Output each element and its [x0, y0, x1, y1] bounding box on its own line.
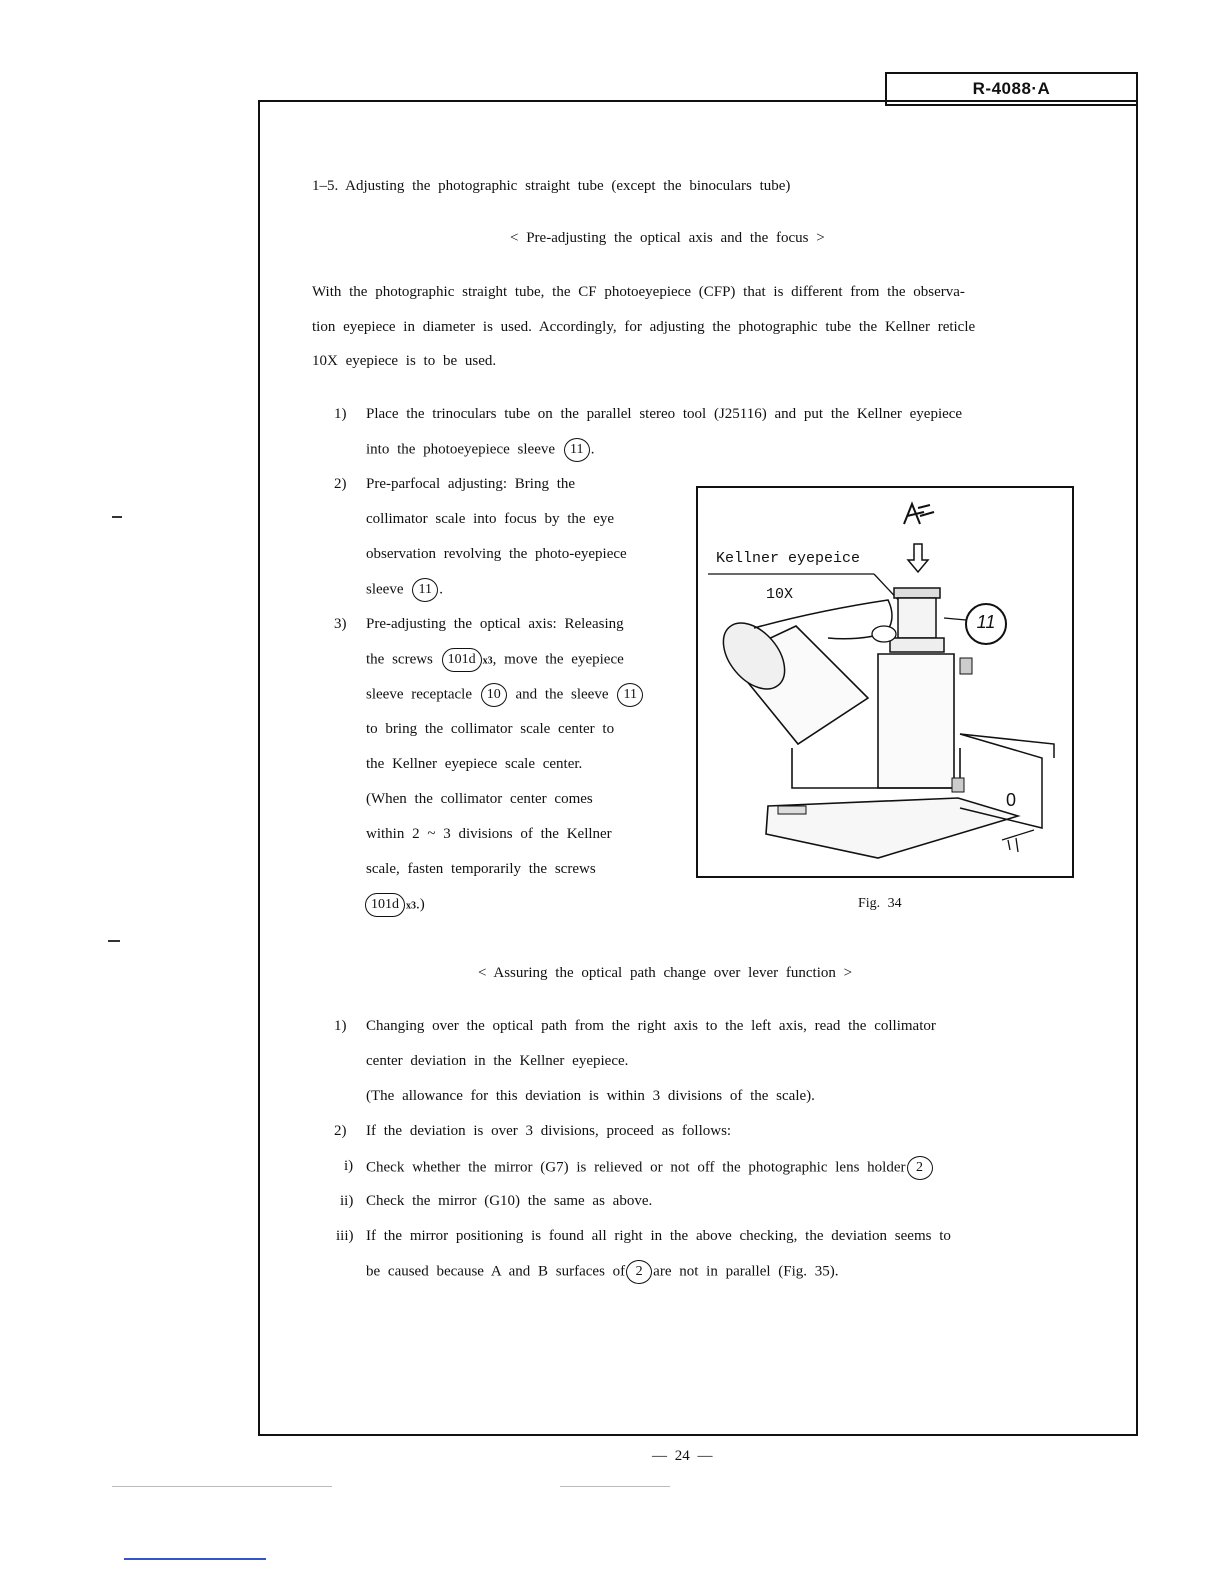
step-3-line-9: [364, 893, 425, 917]
step-3-move-text: , move the eyepiece: [492, 651, 624, 668]
sub-step-i-text: Check whether the mirror (G7) is relieved or not off the photographic lens holder: [366, 1159, 906, 1176]
step-2-number: 2): [334, 476, 347, 492]
step-1-number: 1): [334, 406, 347, 422]
step-3-line-8: scale, fasten temporarily the screws: [366, 861, 596, 877]
step-2-line-2: collimator scale into focus by the eye: [366, 511, 615, 527]
multiplier-x3: x3: [482, 655, 493, 667]
sub-step-i-line: [366, 1156, 934, 1180]
intro-line-1: With the photographic straight tube, the CF photoeyepiece (CFP) that is different from the observa-: [312, 284, 965, 300]
step-3-sleeve-text: and the sleeve: [515, 686, 609, 703]
intro-line-3: 10X eyepiece is to be used.: [312, 353, 497, 369]
ref-callout-10: 10: [481, 683, 507, 707]
step-1-line-2: [366, 438, 595, 462]
figure-34: [696, 486, 1074, 878]
scan-mark: [108, 940, 120, 942]
scan-blue-line: [124, 1558, 266, 1560]
ref-callout-11: 11: [617, 683, 643, 707]
section-title: 1–5. Adjusting the photographic straight tube (except the binoculars tube): [312, 178, 791, 194]
step-3-line-7: within 2 ~ 3 divisions of the Kellner: [366, 826, 612, 842]
figure-label-kellner: Kellner eyepeice: [716, 550, 861, 567]
sub-step-iii-tail: are not in parallel (Fig. 35).: [653, 1263, 839, 1280]
figure-label-zero: 0: [1006, 790, 1017, 810]
step-3-screws-text: the screws: [366, 651, 433, 668]
sub-step-iii-line-1: If the mirror positioning is found all right in the above checking, the deviation seems to: [366, 1228, 951, 1244]
sub-step-iii-line-2: [366, 1260, 839, 1284]
step-1-text: into the photoeyepiece sleeve: [366, 441, 556, 458]
sub-step-i-number: i): [344, 1158, 354, 1174]
step-3-line-1: Pre-adjusting the optical axis: Releasing: [366, 616, 624, 632]
step-2-line-1: Pre-parfocal adjusting: Bring the: [366, 476, 576, 492]
lever-step-1-line-1: Changing over the optical path from the right axis to the left axis, read the collimator: [366, 1018, 936, 1034]
step-3-line-3: [366, 683, 644, 707]
step-2-line-4: [366, 578, 443, 602]
step-3-last-tail: .): [416, 896, 425, 913]
microscope-illustration: [698, 488, 1072, 876]
figure-callout-11: 11: [976, 612, 996, 632]
step-3-receptacle-text: sleeve receptacle: [366, 686, 473, 703]
step-2-line-3: observation revolving the photo-eyepiece: [366, 546, 627, 562]
ref-callout-2: 2: [907, 1156, 933, 1180]
multiplier-x3: x3: [406, 900, 416, 912]
lever-step-2-number: 2): [334, 1123, 347, 1139]
ref-callout-101d: 101d: [442, 648, 482, 672]
scan-line: [560, 1486, 670, 1487]
figure-caption: Fig. 34: [858, 896, 902, 911]
intro-line-2: tion eyepiece in diameter is used. Accordingly, for adjusting the photographic tube the Kellner reticle: [312, 319, 976, 335]
step-2-last: sleeve: [366, 581, 404, 598]
page-number: — 24 —: [652, 1448, 713, 1464]
step-3-line-6: (When the collimator center comes: [366, 791, 593, 807]
sub-step-ii-text: Check the mirror (G10) the same as above.: [366, 1193, 653, 1209]
step-1-line-1: Place the trinoculars tube on the parallel stereo tool (J25116) and put the Kellner eyepiece: [366, 406, 963, 422]
sub-step-ii-number: ii): [340, 1193, 354, 1209]
subheading-preadjust: < Pre-adjusting the optical axis and the focus >: [510, 230, 825, 246]
figure-label-10x: 10X: [766, 586, 794, 603]
subheading-lever: < Assuring the optical path change over lever function >: [478, 965, 853, 981]
scan-mark: [112, 516, 122, 518]
sub-step-iii-text: be caused because A and B surfaces of: [366, 1263, 626, 1280]
step-3-line-5: the Kellner eyepiece scale center.: [366, 756, 583, 772]
ref-callout-101d: 101d: [365, 893, 405, 917]
step-3-line-2: [366, 648, 624, 672]
step-3-line-4: to bring the collimator scale center to: [366, 721, 615, 737]
ref-callout-2: 2: [626, 1260, 652, 1284]
scan-line: [112, 1486, 332, 1487]
lever-step-1-number: 1): [334, 1018, 347, 1034]
step-1-tail: .: [590, 441, 595, 458]
document-number: R-4088·A: [885, 72, 1138, 106]
step-2-tail: .: [439, 581, 443, 598]
lever-step-1-line-3: (The allowance for this deviation is within 3 divisions of the scale).: [366, 1088, 815, 1104]
sub-step-iii-number: iii): [336, 1228, 354, 1244]
step-3-number: 3): [334, 616, 347, 632]
lever-step-1-line-2: center deviation in the Kellner eyepiece.: [366, 1053, 629, 1069]
lever-step-2-text: If the deviation is over 3 divisions, proceed as follows:: [366, 1123, 732, 1139]
ref-callout-11: 11: [564, 438, 590, 462]
ref-callout-11: 11: [412, 578, 438, 602]
